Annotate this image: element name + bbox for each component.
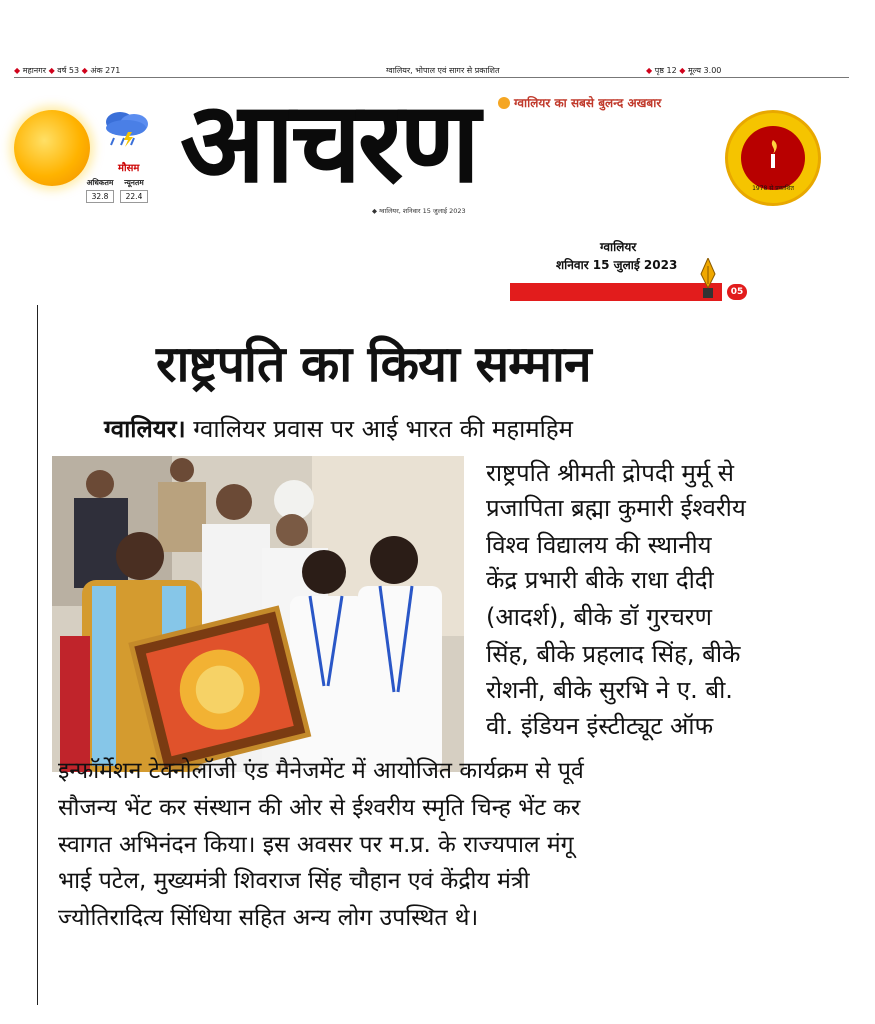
top-strip [14, 62, 849, 76]
article-line: स्वागत अभिनंदन किया। इस अवसर पर म.प्र. के राज्यपाल मंगू [58, 832, 574, 858]
megaphone-icon [498, 97, 510, 109]
sun-icon [14, 110, 90, 186]
page-price-info [646, 65, 721, 76]
article-line: विश्व विद्यालय की स्थानीय [486, 531, 712, 559]
dateline-date: शनिवार 15 जुलाई 2023 [556, 258, 678, 272]
edition-text: ग्वालियर, शनिवार 15 जुलाई 2023 [379, 207, 466, 215]
headline: राष्ट्रपति का किया सम्मान [156, 335, 591, 393]
min-temp-value: 22.4 [120, 190, 148, 203]
article-line: भाई पटेल, मुख्यमंत्री शिवराज सिंह चौहान एवं केंद्रीय मंत्री [58, 868, 530, 894]
article-line-text: ग्वालियर प्रवास पर आई भारत की महामहिम [193, 415, 573, 443]
page-number: 05 [727, 284, 747, 300]
diamond-icon: ◆ [48, 66, 55, 75]
article-line [104, 412, 573, 445]
rain-cloud-icon [98, 108, 154, 148]
tagline [498, 94, 661, 111]
article-line: प्रजापिता ब्रह्मा कुमारी ईश्वरीय [486, 494, 746, 522]
article-dateline: ग्वालियर। [104, 415, 186, 443]
diamond-icon: ◆ [14, 66, 21, 75]
column-rule [37, 305, 38, 1005]
publication-cities: ग्वालियर, भोपाल एवं सागर से प्रकाशित [386, 66, 500, 75]
max-temp-label: अधिकतम [86, 178, 114, 187]
section-name: महानगर [22, 66, 47, 75]
article-line: सौजन्य भेंट कर संस्थान की ओर से ईश्वरीय स्मृति चिन्ह भेंट कर [58, 795, 581, 821]
emblem-circle [741, 126, 805, 190]
min-temp-label: न्यूनतम [124, 178, 144, 187]
diamond-icon: ◆ [81, 66, 88, 75]
min-temp [120, 178, 148, 203]
article-line: ज्योतिरादित्य सिंधिया सहित अन्य लोग उपस्थित थे। [58, 905, 479, 931]
max-temp-value: 32.8 [86, 190, 114, 203]
article-line: इन्फॉर्मेशन टेक्नोलॉजी एंड मैनेजमेंट में आयोजित कार्यक्रम से पूर्व [58, 758, 584, 784]
emblem-text: 1978 से प्रकाशित [752, 185, 794, 192]
article-line: वी. इंडियन इंस्टीट्यूट ऑफ [486, 712, 714, 740]
price: मूल्य 3.00 [687, 66, 722, 75]
event-photo [52, 456, 464, 772]
diamond-icon: ◆ [679, 66, 686, 75]
diamond-icon: ◆ [646, 66, 653, 75]
torch-icon [767, 140, 779, 170]
pen-nib-icon [697, 258, 719, 300]
article-line: सिंह, बीके प्रहलाद सिंह, बीके [486, 640, 741, 668]
page-header-bar [510, 283, 722, 301]
article-line: राष्ट्रपति श्रीमती द्रोपदी मुर्मू से [486, 459, 735, 487]
newspaper-title: आचरण [180, 78, 477, 208]
weather-label: मौसम [118, 163, 140, 174]
article-line: केंद्र प्रभारी बीके राधा दीदी [486, 566, 714, 594]
article-line: रोशनी, बीके सुरभि ने ए. बी. [486, 676, 733, 704]
issue-number: अंक 271 [90, 66, 121, 75]
page-count: पृष्ठ 12 [654, 66, 677, 75]
article-line: (आदर्श), बीके डॉ गुरचरण [486, 603, 712, 631]
newspaper-emblem [725, 110, 821, 206]
dateline-city: ग्वालियर [600, 240, 637, 254]
volume-number: वर्ष 53 [57, 66, 80, 75]
issue-info [14, 65, 120, 76]
max-temp [86, 178, 114, 203]
edition-line: ◆ ग्वालियर, शनिवार 15 जुलाई 2023 [372, 207, 466, 215]
tagline-text: ग्वालियर का सबसे बुलन्द अखबार [514, 96, 662, 110]
